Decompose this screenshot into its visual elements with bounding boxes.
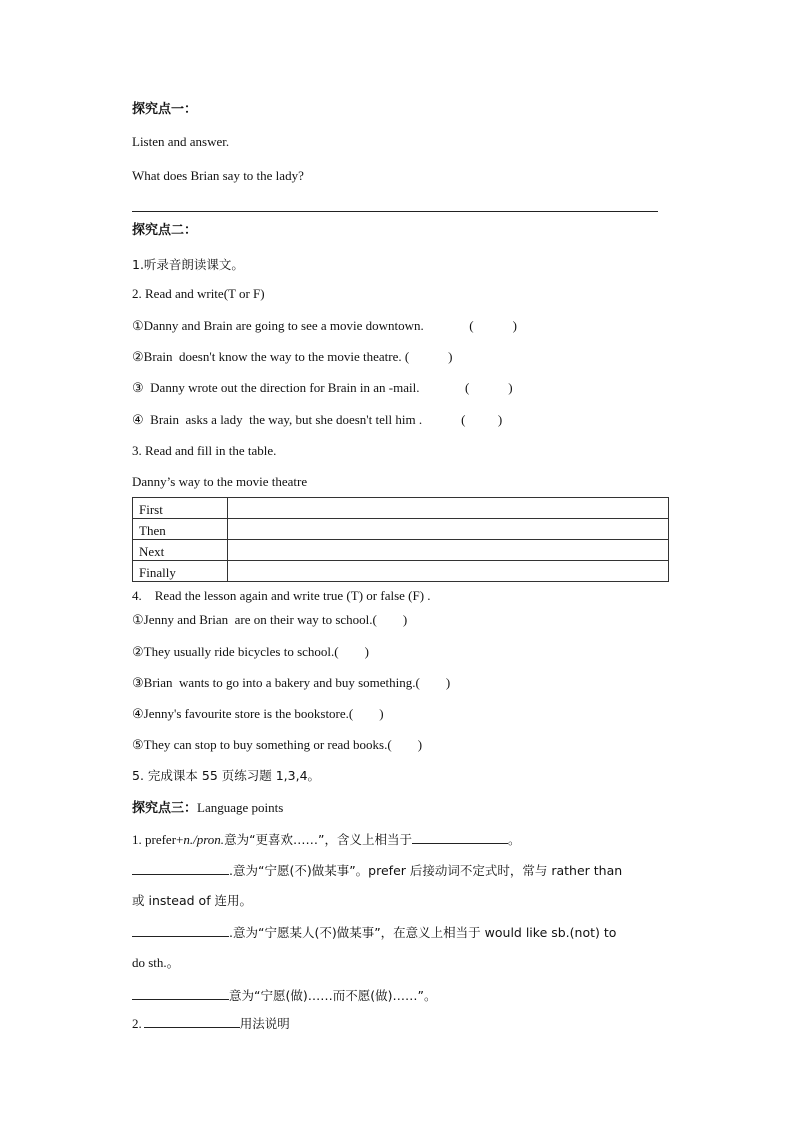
- section-2-item-5: 5. 完成课本 55 页练习题 1,3,4。: [132, 768, 321, 783]
- point-2-text: .意为“宁愿(不)做某事”。prefer 后接动词不定式时，常与 rather than: [229, 863, 623, 878]
- table-row-label: First: [133, 498, 228, 519]
- tf-statement-2: ②Brain doesn't know the way to the movie theatre. ( ): [132, 349, 453, 364]
- point-3: [132, 924, 616, 941]
- table-answer-cell[interactable]: [228, 498, 669, 519]
- point-5-text: 用法说明: [239, 1016, 290, 1031]
- section-3-heading-suffix: Language points: [197, 800, 284, 815]
- section-1-instruction: Listen and answer.: [132, 134, 230, 149]
- section-3-heading-label: 探究点三：: [132, 801, 198, 816]
- point-3-text: .意为“宁愿某人(不)做某事”，在意义上相当于 would like sb.(not) to: [229, 925, 617, 940]
- table-answer-cell[interactable]: [228, 540, 669, 561]
- point-4-text: 意为“宁愿(做)……而不愿(做)……”。: [229, 988, 437, 1003]
- point-4: [132, 987, 436, 1004]
- section-2-item-2: 2. Read and write(T or F): [132, 286, 265, 301]
- tf-statement-1: ①Danny and Brain are going to see a movie downtown. ( ): [132, 318, 517, 333]
- table-answer-cell[interactable]: [228, 519, 669, 540]
- section-2-heading: 探究点二：: [132, 223, 198, 238]
- point-3-continued: do sth.。: [132, 955, 180, 970]
- fill-blank[interactable]: [132, 924, 229, 937]
- tf2-statement-1: ①Jenny and Brian are on their way to school.( ): [132, 612, 408, 627]
- section-2-item-4: 4. Read the lesson again and write true (T) or false (F) .: [132, 588, 431, 603]
- tf-statement-4: ④ Brain asks a lady the way, but she doesn't tell him . ( ): [132, 412, 503, 427]
- section-2-item-1: 1.听录音朗读课文。: [132, 257, 244, 272]
- tf2-statement-3: ③Brian wants to go into a bakery and buy something.( ): [132, 675, 451, 690]
- point-1: [132, 831, 521, 848]
- point-1-text: 意为“更喜欢……”，含义上相当于: [224, 832, 413, 847]
- table-row-label: Then: [133, 519, 228, 540]
- way-table: [132, 497, 669, 582]
- section-1-heading: 探究点一：: [132, 102, 198, 117]
- table-row: [133, 498, 669, 519]
- point-1-italic: n./pron.: [183, 832, 225, 847]
- answer-line: [132, 211, 658, 212]
- table-row: [133, 561, 669, 582]
- tf2-statement-2: ②They usually ride bicycles to school.( ): [132, 644, 369, 659]
- table-row-label: Next: [133, 540, 228, 561]
- fill-blank[interactable]: [132, 987, 229, 1000]
- section-2-item-3: 3. Read and fill in the table.: [132, 443, 277, 458]
- fill-blank[interactable]: [412, 831, 508, 844]
- point-5-prefix: 2.: [132, 1016, 142, 1031]
- fill-blank[interactable]: [144, 1015, 240, 1028]
- tf2-statement-5: ⑤They can stop to buy something or read books.( ): [132, 737, 423, 752]
- section-1-question: What does Brian say to the lady?: [132, 168, 304, 183]
- table-row: [133, 519, 669, 540]
- point-5: [132, 1015, 290, 1032]
- table-title: Danny’s way to the movie theatre: [132, 474, 308, 489]
- point-2: [132, 862, 622, 879]
- tf-statement-3: ③ Danny wrote out the direction for Brain in an -mail. ( ): [132, 380, 513, 395]
- table-row-label: Finally: [133, 561, 228, 582]
- table-row: [133, 540, 669, 561]
- point-1-prefix: 1. prefer+: [132, 832, 184, 847]
- fill-blank[interactable]: [132, 862, 229, 875]
- point-1-end: 。: [508, 832, 521, 847]
- section-3-heading: [132, 800, 283, 817]
- table-answer-cell[interactable]: [228, 561, 669, 582]
- point-2-continued: 或 instead of 连用。: [132, 893, 253, 908]
- tf2-statement-4: ④Jenny's favourite store is the bookstore.( ): [132, 706, 384, 721]
